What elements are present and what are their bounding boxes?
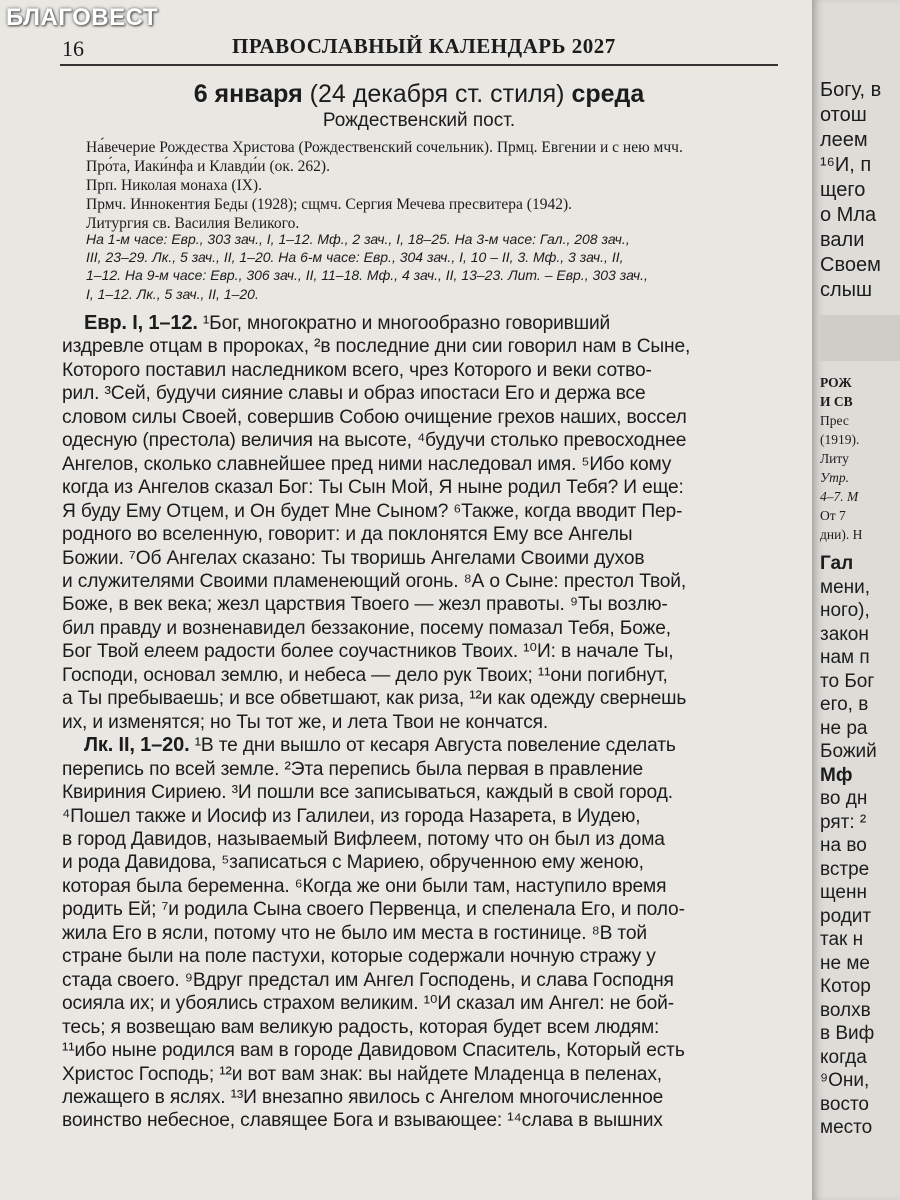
epistle-line: Бог Твой елеем радости более соучастников Твоих. ¹⁰И: в начале Ты, <box>62 641 674 663</box>
gospel-line: Христос Господь; ¹²и вот вам знак: вы найдете Младенца в пеленах, <box>62 1063 662 1085</box>
right-small-lines <box>820 373 900 544</box>
right-line: когда <box>820 1046 867 1068</box>
right-line: восто <box>820 1093 870 1115</box>
right-line: щего <box>820 179 866 201</box>
gospel-line: осияла их; и убоялись страхом великим. ¹⁰И сказал им Ангел: не бой- <box>62 993 674 1015</box>
right-line: то Бог <box>820 670 875 692</box>
right-line: вали <box>820 229 865 251</box>
right-line: Прес <box>820 413 849 428</box>
right-line: слыш <box>820 279 873 301</box>
epistle-line: бил правду и возненавидел беззаконие, посему помазал Тебя, Боже, <box>62 617 671 639</box>
right-line: 4–7. М <box>820 489 859 504</box>
running-title: ПРАВОСЛАВНЫЙ КАЛЕНДАРЬ 2027 <box>232 34 616 58</box>
epistle-line: Господи, основал землю, и небеса — дело рук Твоих; ¹¹они погибнут, <box>62 664 668 686</box>
right-line: ⁹Они, <box>820 1070 870 1091</box>
header-rule <box>60 64 778 66</box>
page-number: 16 <box>62 36 84 61</box>
right-line: не ра <box>820 717 868 739</box>
right-line: в Виф <box>820 1023 875 1044</box>
gospel-line: жила Его в ясли, потому что не было им места в гостинице. ⁸В той <box>62 922 647 944</box>
gospel-line: родить Ей; ⁷и родила Сына своего Первенца, и спеленала Его, и поло- <box>62 899 685 921</box>
reading-line: III, 23–29. Лк., 5 зач., II, 1–20. На 6-м часе: Евр., 304 зач., I, 10 – II, 3. Мф., 3 зач., II, <box>86 249 624 266</box>
right-line: встре <box>820 858 870 880</box>
right-line: волхв <box>820 999 871 1021</box>
right-line: Мф <box>820 764 853 786</box>
epistle-line: Которого поставил наследником всего, чрез Которого и веки сотво- <box>62 359 652 381</box>
epistle-line: их, и изменятся; но Ты тот же, и лета Твои не кончатся. <box>62 711 549 733</box>
right-line: Утр. <box>820 470 849 485</box>
epistle-line: и служителями Своими пламенеющий огонь. ⁸А о Сыне: престол Твой, <box>62 570 687 592</box>
right-page-edge <box>812 0 900 1200</box>
right-line: От 7 <box>820 508 846 523</box>
right-line: Богу, в <box>820 79 882 101</box>
gospel-line: Квириния Сириею. ³И пошли все записываться, каждый в свой город. <box>62 782 673 804</box>
right-line: ¹⁶И, п <box>820 154 872 176</box>
right-line: рят: ² <box>820 811 867 833</box>
right-line: Своем <box>820 254 881 276</box>
right-line: родит <box>820 905 872 927</box>
gospel-reference: Лк. II, 1–20. <box>84 734 190 757</box>
epistle-line: Ангелов, сколько славнейшее пред ними наследовал имя. ⁵Ибо кому <box>62 453 672 475</box>
readings-block <box>86 230 786 303</box>
right-line: РОЖ <box>820 375 852 390</box>
feast-line: Литургия св. Василия Великого. <box>86 215 300 232</box>
right-line: отош <box>820 104 867 126</box>
gospel-line: ¹¹ибо ныне родился вам в городе Давидовом Спаситель, Который есть <box>62 1040 685 1062</box>
right-page-column <box>820 78 900 1140</box>
right-line: место <box>820 1117 873 1138</box>
gospel-first-line: Лк. II, 1–20. ¹В те дни вышло от кесаря Августа повеление сделать <box>84 734 676 757</box>
epistle-line: Боже, в век века; жезл царствия Твоего — жезл правоты. ⁹Ты возлю- <box>62 594 668 616</box>
right-line: о Мла <box>820 204 877 226</box>
right-line: (1919). <box>820 432 860 447</box>
right-top-lines <box>820 78 900 303</box>
right-line: мени, <box>820 576 871 598</box>
right-line: во дн <box>820 788 868 809</box>
gospel-line: стране были на поле пастухи, которые содержали ночную стражу у <box>62 946 656 968</box>
epistle-line: рил. ³Сей, будучи сияние славы и образ ипостаси Его и держа все <box>62 383 646 405</box>
gospel-line: перепись по всей земле. ²Эта перепись была первая в правление <box>62 758 644 780</box>
gospel-line: стада своего. ⁹Вдруг предстал им Ангел Господень, и слава Господня <box>62 969 674 991</box>
date-old-style: (24 декабря ст. стиля) <box>309 80 565 108</box>
right-lower-lines <box>820 552 900 1140</box>
date-day: 6 января <box>193 80 303 108</box>
feast-line: На́вечерие Рождества Христова (Рождественский сочельник). Прмц. Евгении и с нею мчч. <box>86 139 683 156</box>
epistle-line: издревле отцам в пророках, ²в последние дни сии говорил нам в Сыне, <box>62 336 691 358</box>
gospel-line: воинство небесное, славящее Бога и взывающее: ¹⁴слава в вышних <box>62 1110 663 1132</box>
right-line: дни). Н <box>820 527 863 542</box>
feast-line: Про́та, Иаки́нфа и Клавди́и (ок. 262). <box>86 158 330 175</box>
gospel-line: лежащего в яслях. ¹³И внезапно явилось с Ангелом многочисленное <box>62 1086 664 1108</box>
right-line: Литу <box>820 451 849 466</box>
right-line: леем <box>820 129 868 151</box>
reading-line: I, 1–12. Лк., 5 зач., II, 1–20. <box>86 285 259 302</box>
epistle-line: а Ты пребываешь; и все обветшают, как риза, ¹²и как одежду свернешь <box>62 688 687 710</box>
epistle-line: родного во вселенную, говорит: и да поклонятся Ему все Ангелы <box>62 524 633 546</box>
gospel-line: в город Давидов, называемый Вифлеем, потому что он был из дома <box>62 828 665 850</box>
ornament-band <box>820 315 900 361</box>
right-line: так н <box>820 929 864 950</box>
scripture-text <box>62 312 774 1133</box>
epistle-line: Божии. ⁷Об Ангелах сказано: Ты творишь Ангелами Своими духов <box>62 547 645 569</box>
reading-line: На 1-м часе: Евр., 303 зач., I, 1–12. Мф., 2 зач., I, 18–25. На 3-м часе: Гал., 208 зач., <box>86 231 630 247</box>
date-heading <box>60 80 778 109</box>
fast-note: Рождественский пост. <box>322 110 516 131</box>
right-line: не ме <box>820 952 870 974</box>
feasts-block <box>86 138 786 233</box>
reading-line: 1–12. На 9-м часе: Евр., 306 зач., II, 11–18. Мф., 4 зач., II, 13–23. Лит. – Евр., 303 зач., <box>86 267 648 284</box>
right-line: щенн <box>820 882 867 903</box>
epistle-line: одесную (престола) величия на высоте, ⁴будучи столько превосходнее <box>62 430 687 452</box>
watermark: БЛАГОВЕСТ <box>6 4 159 31</box>
right-line: нам п <box>820 647 870 668</box>
gospel-line: которая была беременна. ⁶Когда же они были там, наступило время <box>62 875 667 897</box>
right-line: на во <box>820 835 867 856</box>
gospel-line: и рода Давидова, ⁵записаться с Мариею, обрученною ему женою, <box>62 852 644 874</box>
gospel-line: тесь; я возвещаю вам великую радость, которая будет всем людям: <box>62 1016 660 1038</box>
right-line: И СВ <box>820 394 853 409</box>
gospel-line: ⁴Пошел также и Иосиф из Галилеи, из города Назарета, в Иудею, <box>62 805 641 827</box>
right-line: Гал <box>820 553 854 574</box>
feast-line: Прмч. Иннокентия Беды (1928); сщмч. Сергия Мечева пресвитера (1942). <box>86 196 573 213</box>
epistle-first-line: Евр. I, 1–12. ¹Бог, многократно и многообразно говоривший <box>84 312 611 334</box>
date-weekday: среда <box>571 80 645 108</box>
right-line: Котор <box>820 976 871 997</box>
epistle-line: когда из Ангелов сказал Бог: Ты Сын Мой, Я ныне родил Тебя? И еще: <box>62 477 684 499</box>
right-line: его, в <box>820 694 869 715</box>
right-line: ного), <box>820 600 870 621</box>
epistle-line: словом силы Своей, совершив Собою очищение грехов наших, воссел <box>62 406 687 428</box>
right-line: Божий <box>820 741 877 762</box>
right-line: закон <box>820 623 869 645</box>
epistle-reference: Евр. I, 1–12. <box>84 312 198 334</box>
feast-line: Прп. Николая монаха (IX). <box>86 177 262 194</box>
epistle-line: Я буду Ему Отцем, и Он будет Мне Сыном? ⁶Также, когда вводит Пер- <box>62 500 683 522</box>
